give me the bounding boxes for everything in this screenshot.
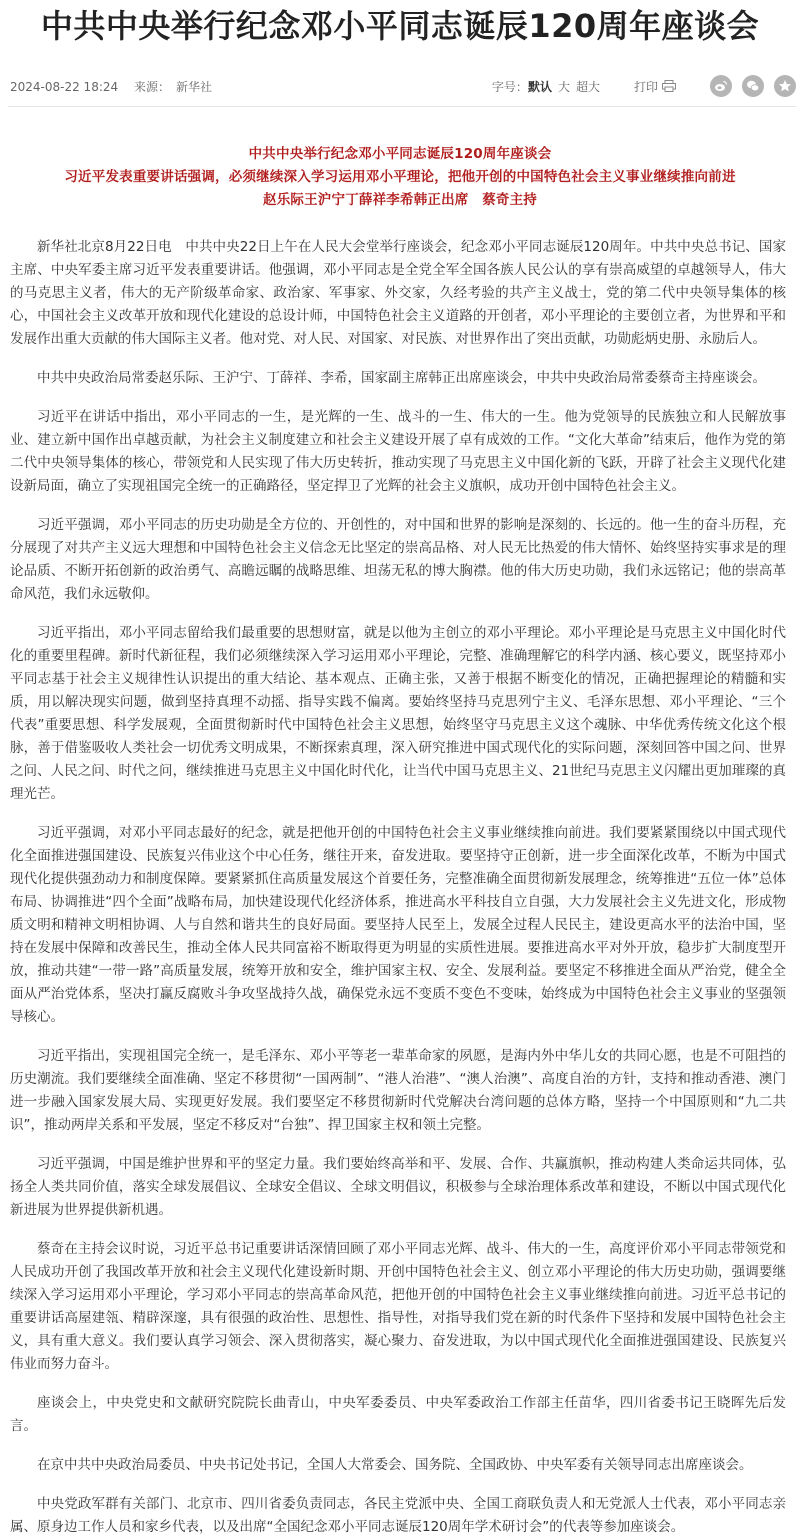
source-label: 来源： <box>133 80 170 94</box>
font-size-large-option[interactable]: 大 <box>557 79 570 94</box>
article-paragraph: 蔡奇在主持会议时说，习近平总书记重要讲话深情回顾了邓小平同志光辉、战斗、伟大的一生，高度评价邓小平同志带领党和人民成功开创了我国改革开放和社会主义现代化建设新时期、开创中国特色社会主义、创立邓小平理论的伟大历史功勋，强调要继续深入学习运用邓小平理论，学习邓小平同志的崇高革命风范，把他开创的中国特色社会主义事业继续推向前进。习近平总书记的重要讲话高屋建瓴、精辟深邃，具有很强的政治性、思想性、指导性，对指导我们党在新的时代条件下坚持和发展中国特色社会主义，具有重大意义。我们要认真学习领会、深入贯彻落实，凝心聚力、奋发进取，为以中国式现代化全面推进强国建设、民族复兴伟业而努力奋斗。 <box>10 1241 786 1372</box>
article-paragraph: 习近平指出，邓小平同志留给我们最重要的思想财富，就是以他为主创立的邓小平理论。邓小平理论是马克思主义中国化时代化的重要里程碑。新时代新征程，我们必须继续深入学习运用邓小平理论，完整、准确理解它的科学内涵、核心要义，既坚持邓小平同志基于社会主义规律性认识提出的重大结论、基本观点、正确主张，又善于根据不断变化的情况，正确把握理论的精髓和实质，用以解决现实问题，做到坚持真理不动摇、指导实践不偏离。要始终坚持马克思列宁主义、毛泽东思想、邓小平理论、“三个代表”重要思想、科学发展观，全面贯彻新时代中国特色社会主义思想，始终坚守马克思主义这个魂脉、中华优秀传统文化这个根脉，善于借鉴吸收人类社会一切优秀文明成果，不断探索真理，深入研究推进中国式现代化的实际问题，深刻回答中国之问、世界之问、人民之问、时代之问，继续推进马克思主义中国化时代化，让当代中国马克思主义、21世纪马克思主义闪耀出更加璀璨的真理光芒。 <box>10 625 786 802</box>
font-size-default-option[interactable]: 默认 <box>527 79 552 94</box>
source-info <box>134 80 212 94</box>
wechat-icon <box>746 79 760 93</box>
favorite-button[interactable] <box>774 75 796 97</box>
article-paragraph: 习近平强调，邓小平同志的历史功勋是全方位的、开创性的，对中国和世界的影响是深刻的、长远的。他一生的奋斗历程，充分展现了对共产主义远大理想和中国特色社会主义信念无比坚定的崇高品格、对人民无比热爱的伟大情怀、始终坚持实事求是的理论品质、不断开拓创新的政治勇气、高瞻远瞩的战略思维、坦荡无私的博大胸襟。他的伟大历史功勋，我们永远铭记；他的崇高革命风范，我们永远敬仰。 <box>10 517 786 602</box>
article-info <box>10 78 224 95</box>
article-paragraph: 座谈会上，中央党史和文献研究院院长曲青山，中央军委委员、中央军委政治工作部主任苗华，四川省委书记王晓晖先后发言。 <box>10 1395 786 1434</box>
share-wechat-button[interactable] <box>742 75 764 97</box>
article-body <box>10 236 786 1539</box>
headline-sub: 习近平发表重要讲话强调，必须继续深入学习运用邓小平理论，把他开创的中国特色社会主义事业继续推向前进 <box>64 169 736 185</box>
font-size-label: 字号： <box>491 79 528 94</box>
article-meta-bar <box>8 66 796 107</box>
article-paragraph: 中央党政军群有关部门、北京市、四川省委负责同志，各民主党派中央、全国工商联负责人和无党派人士代表，邓小平同志亲属、原身边工作人员和家乡代表，以及出席“全国纪念邓小平同志诞辰120周年学术研讨会”的代表等参加座谈会。 <box>10 1496 786 1535</box>
article-toolbar <box>492 70 796 102</box>
source-name: 新华社 <box>175 80 212 94</box>
share-weibo-button[interactable] <box>710 75 732 97</box>
share-buttons <box>710 75 796 97</box>
article-paragraph: 新华社北京8月22日电 中共中央22日上午在人民大会堂举行座谈会，纪念邓小平同志诞辰120周年。中共中央总书记、国家主席、中央军委主席习近平发表重要讲话。他强调，邓小平同志是全党全军全国各族人民公认的享有崇高威望的卓越领导人，伟大的马克思主义者，伟大的无产阶级革命家、政治家、军事家、外交家，久经考验的共产主义战士，党的第二代中央领导集体的核心，中国社会主义改革开放和现代化建设的总设计师，中国特色社会主义道路的开创者，邓小平理论的主要创立者，为世界和平和发展作出重大贡献的伟大国际主义者。他对党、对人民、对国家、对民族、对世界作出了突出贡献，功勋彪炳史册、永励后人。 <box>10 239 786 347</box>
font-size-xlarge-option[interactable]: 超大 <box>575 79 600 94</box>
page-title: 中共中央举行纪念邓小平同志诞辰120周年座谈会 <box>40 7 760 45</box>
weibo-icon <box>714 79 728 93</box>
print-button[interactable] <box>634 78 676 95</box>
article-paragraph: 习近平强调，中国是维护世界和平的坚定力量。我们要始终高举和平、发展、合作、共赢旗帜，推动构建人类命运共同体，弘扬全人类共同价值，落实全球发展倡议、全球安全倡议、全球文明倡议，积极参与全球治理体系改革和建设，不断以中国式现代化新进展为世界提供新机遇。 <box>10 1156 786 1218</box>
article-paragraph: 习近平强调，对邓小平同志最好的纪念，就是把他开创的中国特色社会主义事业继续推向前进。我们要紧紧围绕以中国式现代化全面推进强国建设、民族复兴伟业这个中心任务，继往开来，奋发进取。要坚持守正创新，进一步全面深化改革，不断为中国式现代化提供强劲动力和制度保障。要紧紧抓住高质量发展这个首要任务，完整准确全面贯彻新发展理念，统筹推进“五位一体”总体布局、协调推进“四个全面”战略布局，加快建设现代化经济体系，推进高水平科技自立自强，大力发展社会主义先进文化，形成物质文明和精神文明相协调、人与自然和谐共生的良好局面。要坚持人民至上，发展全过程人民民主，建设更高水平的法治中国，坚持在发展中保障和改善民生，推动全体人民共同富裕不断取得更为明显的实质性进展。要推进高水平对外开放，稳步扩大制度型开放，推动共建“一带一路”高质量发展，统筹开放和安全，维护国家主权、安全、发展利益。要坚定不移推进全面从严治党，健全全面从严治党体系，坚决打赢反腐败斗争攻坚战持久战，确保党永远不变质不变色不变味，始终成为中国特色社会主义事业的坚强领导核心。 <box>10 825 786 1025</box>
publish-datetime: 2024-08-22 18:24 <box>10 80 119 94</box>
article-paragraph: 在京中共中央政治局委员、中央书记处书记，全国人大常委会、国务院、全国政协、中央军委有关领导同志出席座谈会。 <box>37 1457 753 1473</box>
font-size-selector <box>492 78 600 95</box>
headline-main: 中共中央举行纪念邓小平同志诞辰120周年座谈会 <box>248 146 552 162</box>
headline-attendees: 赵乐际王沪宁丁薛祥李希韩正出席 蔡奇主持 <box>263 192 537 208</box>
article-paragraph: 习近平在讲话中指出，邓小平同志的一生，是光辉的一生、战斗的一生、伟大的一生。他为党领导的民族独立和人民解放事业、建立新中国作出卓越贡献，为社会主义制度建立和社会主义建设开展了卓有成效的工作。“文化大革命”结束后，他作为党的第二代中央领导集体的核心，带领党和人民实现了伟大历史转折，推动实现了马克思主义中国化新的飞跃，开辟了社会主义现代化建设新局面，确立了实现祖国完全统一的正确路径，坚定捍卫了光辉的社会主义旗帜，成功开创中国特色社会主义。 <box>10 409 786 494</box>
article-paragraph: 习近平指出，实现祖国完全统一，是毛泽东、邓小平等老一辈革命家的夙愿，是海内外中华儿女的共同心愿，也是不可阻挡的历史潮流。我们要继续全面准确、坚定不移贯彻“一国两制”、“港人治港”、“澳人治澳”、高度自治的方针，支持和推动香港、澳门进一步融入国家发展大局、实现更好发展。我们要坚定不移贯彻新时代党解决台湾问题的总体方略，坚持一个中国原则和“九二共识”，推动两岸关系和平发展，坚定不移反对“台独”、捍卫国家主权和领土完整。 <box>10 1048 786 1133</box>
printer-icon <box>662 80 676 92</box>
article-paragraph: 中共中央政治局常委赵乐际、王沪宁、丁薛祥、李希，国家副主席韩正出席座谈会，中共中央政治局常委蔡奇主持座谈会。 <box>37 370 766 386</box>
favorite-star-icon <box>778 79 792 93</box>
print-label: 打印 <box>633 79 658 94</box>
article-headlines <box>0 143 800 212</box>
